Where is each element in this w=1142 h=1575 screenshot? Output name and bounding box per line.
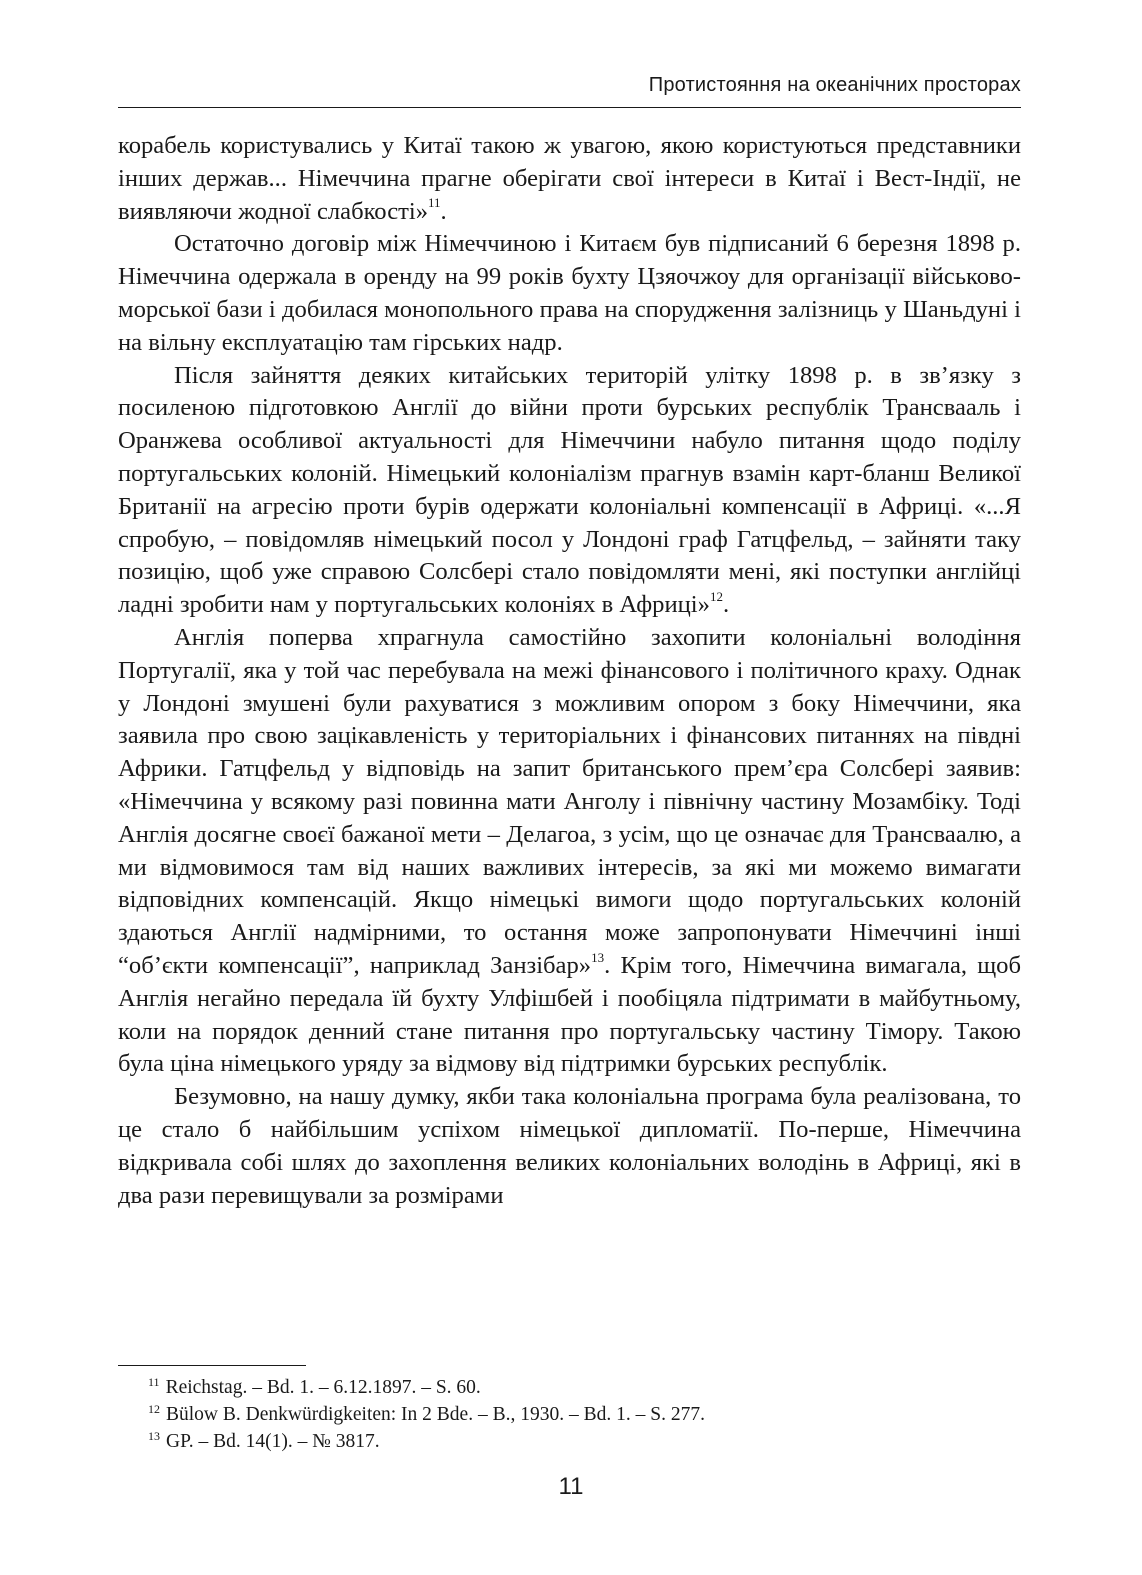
paragraph — [118, 228, 1021, 359]
footnote-number: 12 — [148, 1401, 160, 1416]
footnote — [148, 1428, 1018, 1455]
footnote-ref: 13 — [591, 949, 605, 965]
footnote-text: GP. – Bd. 14(1). – № 3817. — [166, 1431, 380, 1452]
footnote-text: Reichstag. – Bd. 1. – 6.12.1897. – S. 60. — [165, 1377, 481, 1398]
footnote-text: Bülow B. Denkwürdigkeiten: In 2 Bde. – B., 1930. – Bd. 1. – S. 277. — [166, 1404, 705, 1425]
footnote-rule — [118, 1365, 306, 1366]
page-number: 11 — [558, 1473, 584, 1500]
paragraph-tail: . — [440, 197, 447, 225]
paragraph-text: Англія поперва хпрагнула самостійно захопити колоніальні володіння Португалії, яка у той час перебувала на межі фінансового і політичного краху. Однак у Лондоні змушені були рахуватися з можливим опором з боку Німеччини, яка заявила про свою зацікавленість у територіальних і фінансових питаннях на півдні Африки. Гатцфельд у відповідь на запит британського прем’єра Солсбері заявив: «Німеччина у всякому разі повинна мати Анголу і північну частину Мозамбіку. Тоді Англія досягне своєї бажаної мети – Делагоа, з усім, що це означає для Трансваалю, а ми відмовимося там від наших важливих інтересів, за які ми можемо вимагати відповідних компенсацій. Якщо німецькі вимоги щодо португальських колоній здаються Англії надмірними, то остання може запропонувати Німеччині інші “об’єкти компенсації”, наприклад Занзібар» — [118, 623, 1021, 979]
paragraph-tail: . — [722, 591, 730, 619]
footnote — [148, 1374, 1018, 1401]
footnote-ref: 12 — [709, 588, 723, 604]
paragraph — [118, 622, 1021, 1081]
paragraph-text: корабель користувались у Китаї такою ж увагою, якою користуються представники інших держав... Німеччина прагне оберігати свої інтереси в Китаї і Вест-Індії, не виявляючи жодної слабкості» — [118, 132, 1021, 225]
footnote-ref: 11 — [428, 195, 441, 211]
paragraph-text: Остаточно договір між Німеччиною і Китаєм був підписаний 6 березня 1898 р. Німеччина одержала в оренду на 99 років бухту Цзяочжоу для організації військово-морської бази і добилася монопольного права на спорудження залізниць у Шаньдуні і на вільну експлуатацію там гірських надр. — [118, 230, 1021, 356]
footnote — [148, 1401, 1018, 1428]
footnote-number: 13 — [148, 1428, 160, 1443]
header-rule — [118, 107, 1021, 108]
paragraph-text: Безумовно, на нашу думку, якби така колоніальна програма була реалізована, то це стало б найбільшим успіхом німецької дипломатії. По-перше, Німеччина відкривала собі шлях до захоплення великих колоніальних володінь в Африці, які в два рази перевищували за розмірами — [118, 1083, 1021, 1209]
body-text — [118, 130, 1021, 1212]
paragraph-tail: . Крім того, Німеччина вимагала, щоб Англія негайно передала їй бухту Улфішбей і пообіцяла підтримати в майбутньому, коли на порядок денний стане питання про португальську частину Тімору. Такою була ціна німецького уряду за відмову від підтримки бурських республік. — [118, 951, 1021, 1078]
footnote-number: 11 — [148, 1374, 160, 1389]
footnotes — [148, 1374, 1018, 1455]
paragraph-text: Після зайняття деяких китайських територій улітку 1898 р. в зв’язку з посиленою підготовкою Англії до війни проти бурських республік Трансвааль і Оранжева особливої актуальності для Німеччини набуло питання щодо поділу португальських колоній. Німецький колоніалізм прагнув взамін карт-бланш Великої Британії на агресію проти бурів одержати колоніальні компенсації в Африці. «...Я спробую, – повідомляв німецький посол у Лондоні граф Гатцфельд, – зайняти таку позицію, щоб уже справою Солсбері стало повідомляти мені, які поступки англійці ладні зробити нам у португальських колоніях в Африці» — [118, 361, 1021, 619]
paragraph — [118, 360, 1021, 622]
paragraph — [118, 130, 1021, 228]
running-title: Протистояння на океанічних просторах — [648, 74, 1021, 96]
paragraph — [118, 1081, 1021, 1212]
